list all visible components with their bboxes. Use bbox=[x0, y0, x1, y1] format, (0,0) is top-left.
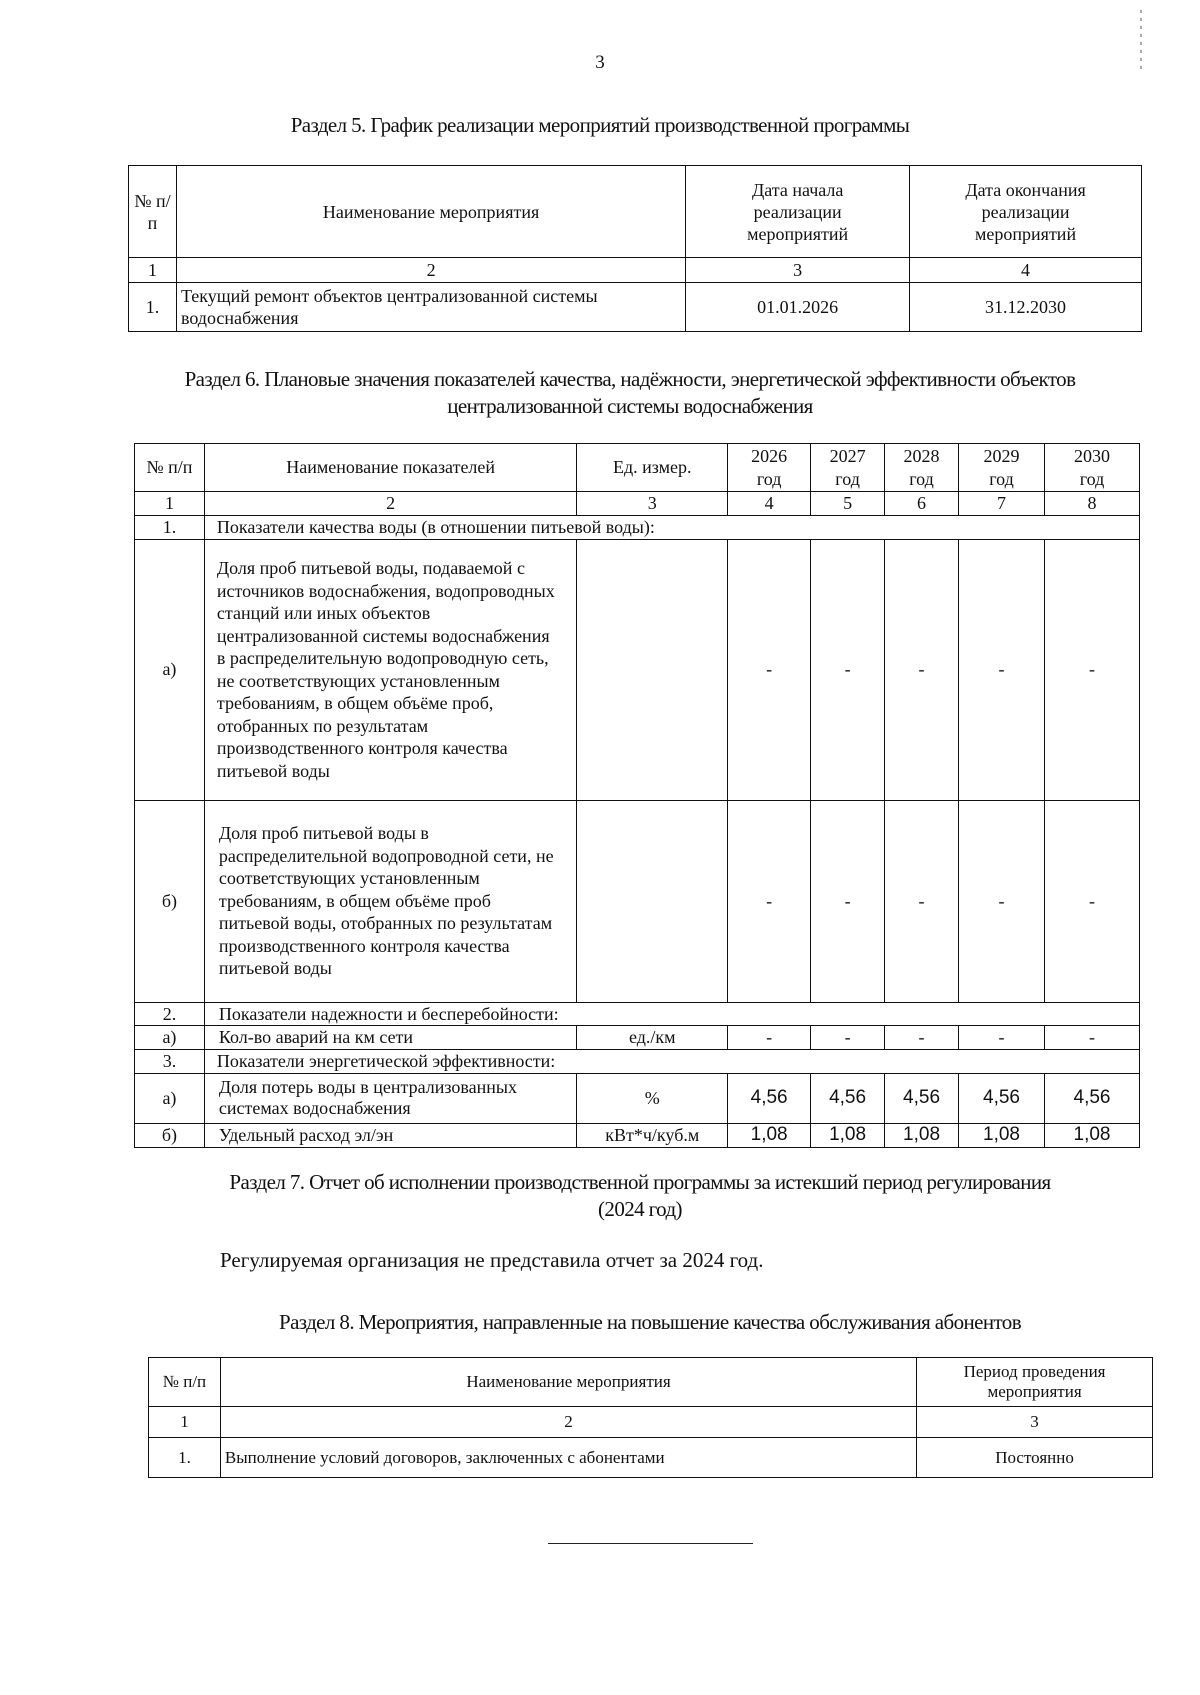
row-value: - bbox=[1044, 1026, 1139, 1050]
header-num: № п/п bbox=[135, 444, 205, 492]
row-value: 4,56 bbox=[959, 1073, 1045, 1123]
group-label: Показатели качества воды (в отношении питьевой воды): bbox=[204, 515, 1139, 539]
row-value: - bbox=[811, 539, 885, 800]
group-label: Показатели энергетической эффективности: bbox=[204, 1050, 1139, 1074]
column-number-row bbox=[135, 492, 1140, 516]
page-number: 3 bbox=[595, 52, 605, 73]
table-header-row bbox=[135, 444, 1140, 492]
col-number: 7 bbox=[959, 492, 1045, 516]
col-number: 3 bbox=[686, 258, 910, 283]
section5-title: Раздел 5. График реализации мероприятий производственной программы bbox=[290, 113, 910, 137]
col-number: 8 bbox=[1044, 492, 1139, 516]
row-name: Доля проб питьевой воды в распределительной водопроводной сети, не соответствующих установленным требованиям, в общем объёме проб питьевой воды, отобранных по результатам производственного контроля качества питьевой воды bbox=[204, 800, 577, 1002]
row-value: - bbox=[885, 539, 959, 800]
header-name: Наименование мероприятия bbox=[176, 166, 685, 258]
row-num: 1. bbox=[149, 1438, 221, 1478]
row-value: - bbox=[885, 1026, 959, 1050]
section6-title bbox=[120, 366, 1140, 420]
row-value: 1,08 bbox=[885, 1123, 959, 1147]
header-year: 2027 год bbox=[811, 444, 885, 492]
col-number: 6 bbox=[885, 492, 959, 516]
row-num: б) bbox=[135, 800, 205, 1002]
row-value: - bbox=[728, 1026, 811, 1050]
scan-artifact bbox=[1140, 10, 1142, 70]
table-row bbox=[135, 1123, 1140, 1147]
table-header-row bbox=[129, 166, 1142, 258]
header-unit: Ед. измер. bbox=[577, 444, 728, 492]
row-name: Кол-во аварий на км сети bbox=[204, 1026, 577, 1050]
col-number: 1 bbox=[129, 258, 177, 283]
end-divider bbox=[548, 1543, 753, 1544]
col-number: 2 bbox=[220, 1407, 916, 1438]
row-unit: % bbox=[577, 1073, 728, 1123]
row-name: Доля проб питьевой воды, подаваемой с источников водоснабжения, водопроводных станций или иных объектов централизованной системы водоснабжения в распределительную водопроводную сеть, не соответствующих установленным требованиям, в общем объёме проб, отобранных по результатам производственного контроля качества питьевой воды bbox=[204, 539, 577, 800]
row-unit bbox=[577, 800, 728, 1002]
table-row bbox=[149, 1438, 1153, 1478]
row-num: а) bbox=[135, 1026, 205, 1050]
group-num: 2. bbox=[135, 1002, 205, 1026]
row-value: 1,08 bbox=[728, 1123, 811, 1147]
table-row bbox=[135, 800, 1140, 1002]
group-row bbox=[135, 1050, 1140, 1074]
row-value: 1,08 bbox=[811, 1123, 885, 1147]
header-num: № п/п bbox=[149, 1358, 221, 1407]
row-period: Постоянно bbox=[917, 1438, 1153, 1478]
header-year: 2028 год bbox=[885, 444, 959, 492]
row-value: - bbox=[959, 539, 1045, 800]
section5-table bbox=[128, 165, 1142, 332]
row-name: Доля потерь воды в централизованных системах водоснабжения bbox=[204, 1073, 577, 1123]
row-value: 4,56 bbox=[811, 1073, 885, 1123]
row-value: 4,56 bbox=[885, 1073, 959, 1123]
row-unit: ед./км bbox=[577, 1026, 728, 1050]
row-value: - bbox=[811, 800, 885, 1002]
row-value: 1,08 bbox=[1044, 1123, 1139, 1147]
header-name: Наименование показателей bbox=[204, 444, 577, 492]
header-year: 2026 год bbox=[728, 444, 811, 492]
col-number: 5 bbox=[811, 492, 885, 516]
header-start: Дата начала реализации мероприятий bbox=[686, 166, 910, 258]
header-end: Дата окончания реализации мероприятий bbox=[910, 166, 1142, 258]
row-num: б) bbox=[135, 1123, 205, 1147]
header-num: № п/п bbox=[129, 166, 177, 258]
table-row bbox=[129, 283, 1142, 332]
col-number: 1 bbox=[135, 492, 205, 516]
row-end-date: 31.12.2030 bbox=[910, 283, 1142, 332]
group-row bbox=[135, 1002, 1140, 1026]
section6-title-line2: централизованной системы водоснабжения bbox=[447, 394, 813, 418]
column-number-row bbox=[149, 1407, 1153, 1438]
row-value: - bbox=[811, 1026, 885, 1050]
section7-title bbox=[160, 1169, 1120, 1223]
section6-title-line1: Раздел 6. Плановые значения показателей качества, надёжности, энергетической эффективности объектов bbox=[184, 367, 1076, 391]
group-num: 3. bbox=[135, 1050, 205, 1074]
row-num: а) bbox=[135, 1073, 205, 1123]
row-name: Текущий ремонт объектов централизованной системы водоснабжения bbox=[176, 283, 685, 332]
row-value: - bbox=[1044, 539, 1139, 800]
column-number-row bbox=[129, 258, 1142, 283]
row-value: 4,56 bbox=[728, 1073, 811, 1123]
section8-table bbox=[148, 1357, 1153, 1478]
row-value: - bbox=[728, 800, 811, 1002]
section7-note: Регулируемая организация не представила отчет за 2024 год. bbox=[220, 1248, 764, 1272]
header-period: Период проведения мероприятия bbox=[917, 1358, 1153, 1407]
table-row bbox=[135, 1026, 1140, 1050]
group-num: 1. bbox=[135, 515, 205, 539]
col-number: 3 bbox=[917, 1407, 1153, 1438]
row-start-date: 01.01.2026 bbox=[686, 283, 910, 332]
header-year: 2030 год bbox=[1044, 444, 1139, 492]
section6-table bbox=[134, 443, 1140, 1148]
header-name: Наименование мероприятия bbox=[220, 1358, 916, 1407]
header-year: 2029 год bbox=[959, 444, 1045, 492]
group-label: Показатели надежности и бесперебойности: bbox=[204, 1002, 1139, 1026]
row-value: - bbox=[1044, 800, 1139, 1002]
col-number: 4 bbox=[910, 258, 1142, 283]
section7-title-line2: (2024 год) bbox=[598, 1197, 682, 1221]
row-name: Удельный расход эл/эн bbox=[204, 1123, 577, 1147]
group-row bbox=[135, 515, 1140, 539]
row-unit: кВт*ч/куб.м bbox=[577, 1123, 728, 1147]
section7-title-line1: Раздел 7. Отчет об исполнении производственной программы за истекший период регулирования bbox=[229, 1170, 1051, 1194]
col-number: 2 bbox=[204, 492, 577, 516]
table-header-row bbox=[149, 1358, 1153, 1407]
row-value: - bbox=[885, 800, 959, 1002]
section8-title: Раздел 8. Мероприятия, направленные на повышение качества обслуживания абонентов bbox=[278, 1310, 1022, 1334]
row-value: - bbox=[959, 1026, 1045, 1050]
row-num: а) bbox=[135, 539, 205, 800]
col-number: 1 bbox=[149, 1407, 221, 1438]
row-value: - bbox=[728, 539, 811, 800]
row-value: - bbox=[959, 800, 1045, 1002]
col-number: 3 bbox=[577, 492, 728, 516]
col-number: 2 bbox=[176, 258, 685, 283]
table-row bbox=[135, 1073, 1140, 1123]
row-value: 1,08 bbox=[959, 1123, 1045, 1147]
row-num: 1. bbox=[129, 283, 177, 332]
row-unit bbox=[577, 539, 728, 800]
table-row bbox=[135, 539, 1140, 800]
row-value: 4,56 bbox=[1044, 1073, 1139, 1123]
row-name: Выполнение условий договоров, заключенных с абонентами bbox=[220, 1438, 916, 1478]
col-number: 4 bbox=[728, 492, 811, 516]
